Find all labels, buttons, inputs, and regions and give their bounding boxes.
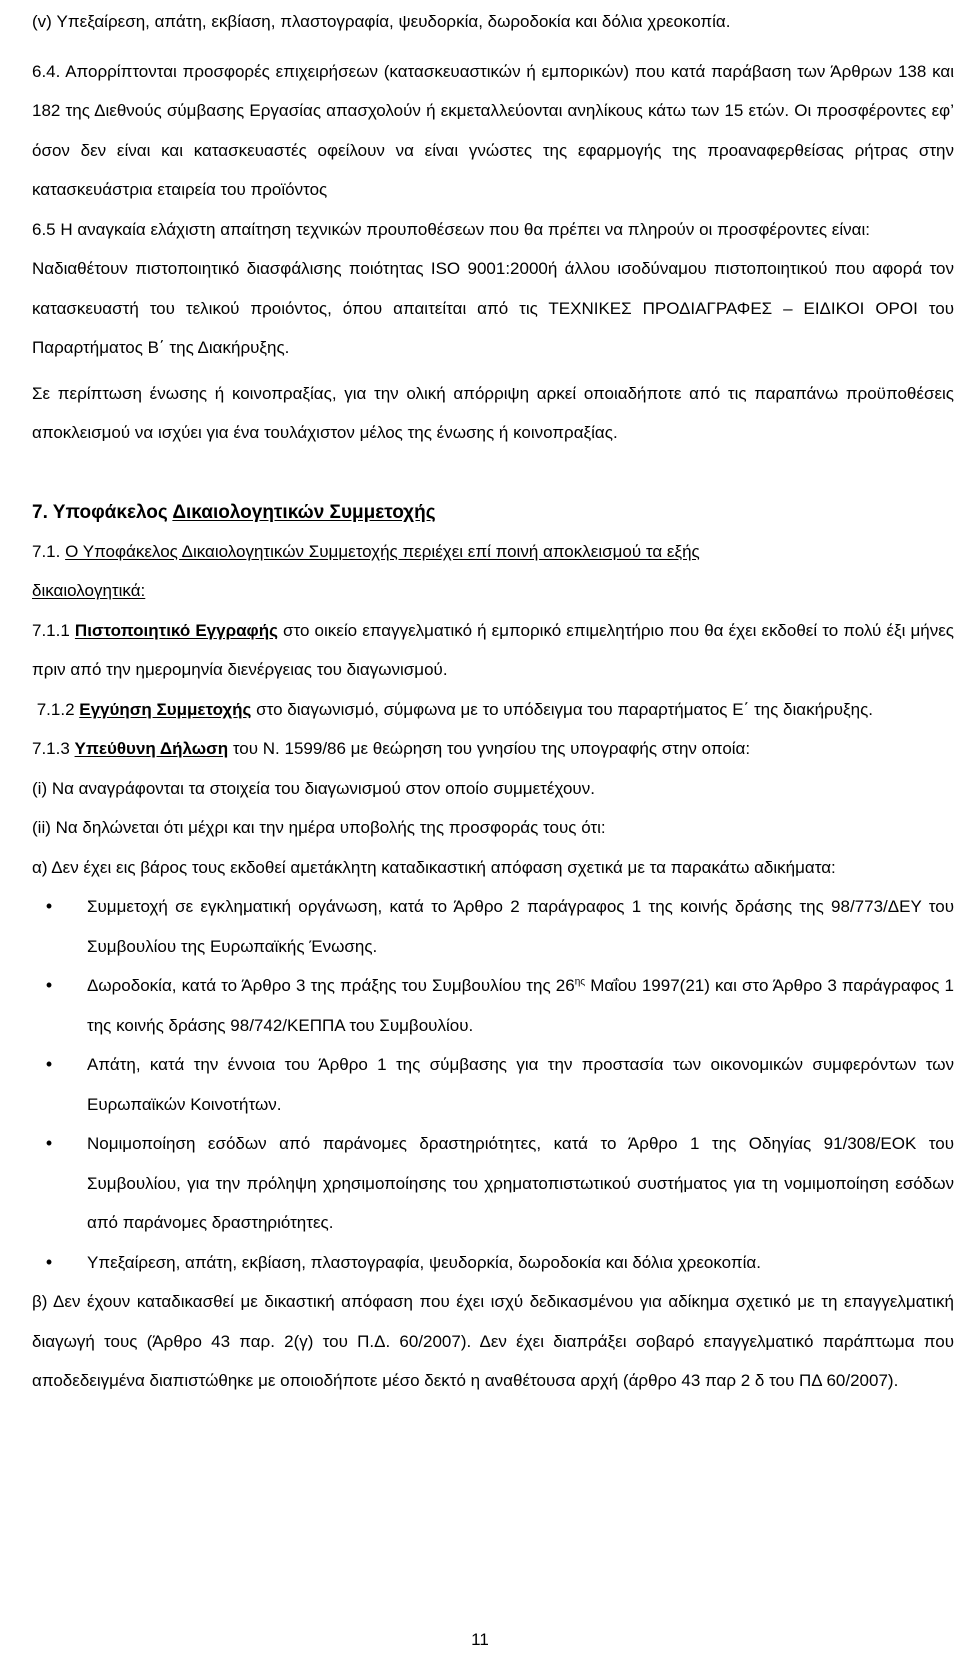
bullet-text: Νομιμοποίηση εσόδων από παράνομες δραστηριότητες, κατά το Άρθρο 1 της Οδηγίας 91/308/ΕΟΚ του Συμβουλίου, για την πρόληψη χρησιμοποίησης του χρηματοπιστωτικού συστήματος για τη νομιμοποίηση εσόδων από παράνομες δραστηριότητες. [87, 1134, 954, 1232]
list-item [32, 1124, 954, 1243]
section-7-heading-underlined: Δικαιολογητικών Συμμετοχής [172, 501, 436, 523]
section-7-1-text: Ο Υποφάκελος Δικαιολογητικών Συμμετοχής περιέχει επί ποινή αποκλεισμού τα εξής δικαιολογητικά: [32, 541, 700, 600]
item-b: β) Δεν έχουν καταδικασθεί με δικαστική απόφαση που έχει ισχύ δεδικασμένου για αδίκημα σχετικό με τη επαγγελματική διαγωγή τους (Άρθρο 43 παρ. 2(γ) του Π.Δ. 60/2007). Δεν έχει διαπράξει σοβαρό επαγγελματικό παράπτωμα που αποδεδειγμένα διαπιστώθηκε με οποιοδήποτε μέσο δεκτό η αναθέτουσα αρχή (άρθρο 43 παρ 2 δ του ΠΔ 60/2007). [32, 1292, 954, 1390]
section-7-1-2-bold: Εγγύηση Συμμετοχής [79, 699, 252, 719]
paragraph-6-5: Ναδιαθέτουν πιστοποιητικό διασφάλισης ποιότητας ISO 9001:2000ή άλλου ισοδύναμου πιστοποιητικού που αφορά τον κατασκευαστή του τελικού προιόντος, όπου απαιτείται από τις ΤΕΧΝΙΚΕΣ ΠΡΟΔΙΑΓΡΑΦΕΣ – ΕΙΔΙΚΟΙ ΟΡΟΙ του Παραρτήματος Β΄ της Διακήρυξης. [32, 259, 954, 357]
section-7-1-1-text: στο οικείο επαγγελματικό ή εμπορικό επιμελητήριο που θα έχει εκδοθεί το πολύ έξι μήνες πριν από την ημερομηνία διενέργειας του διαγωνισμού. [32, 620, 954, 679]
bullet-text-part: Μαΐου 1997(21) και στο Άρθρο 3 παράγραφος 1 της κοινής δράσης 98/742/ΚΕΠΠΑ του Συμβουλίου. [87, 976, 954, 1035]
paragraph-union: Σε περίπτωση ένωσης ή κοινοπραξίας, για την ολική απόρριψη αρκεί οποιαδήποτε από τις παραπάνω προϋποθέσεις αποκλεισμού να ισχύει για ένα τουλάχιστον μέλος της ένωσης ή κοινοπραξίας. [32, 383, 954, 442]
section-7-1-3-bold: Υπεύθυνη Δήλωση [74, 739, 229, 758]
paragraph-6-4: 6.4. Απορρίπτονται προσφορές επιχειρήσεων (κατασκευαστικών ή εμπορικών) που κατά παράβαση των Άρθρων 138 και 182 της Διεθνούς σύμβασης Εργασίας απασχολούν ή εκμεταλλεύονται ανηλίκους κάτω των 15 ετών. Οι προσφέροντες εφ’ όσον δεν είναι και κατασκευαστές οφείλουν να είναι γνώστες της εφαρμογής της προαναφερθείσας ρήτρας στην κατασκευάστρια εταιρεία του προϊόντος [32, 61, 954, 199]
section-7-1 [32, 532, 752, 611]
section-7-1-2-number: 7.1.2 [32, 699, 80, 719]
section-7-1-2 [32, 690, 954, 730]
paragraph-6-5-first-line: 6.5 Η αναγκαία ελάχιστη απαίτηση τεχνικών προυποθέσεων που θα πρέπει να πληρούν οι προσφέροντες είναι: [32, 219, 870, 239]
bullet-text-part: Δωροδοκία, κατά το Άρθρο 3 της πράξης του Συμβουλίου της 26 [87, 976, 575, 995]
superscript: ης [574, 976, 586, 988]
bullet-icon: • [45, 1054, 53, 1074]
section-7-1-3 [32, 729, 954, 769]
section-7-heading [32, 493, 954, 532]
bullet-icon: • [45, 896, 53, 916]
item-i: (i) Να αναγράφονται τα στοιχεία του διαγωνισμού στον οποίο συμμετέχουν. [32, 778, 595, 798]
bullet-text: Απάτη, κατά την έννοια του Άρθρο 1 της σύμβασης για την προστασία των οικονομικών συμφερόντων των Ευρωπαϊκών Κοινοτήτων. [87, 1055, 954, 1114]
bullet-icon: • [45, 975, 53, 995]
bullet-icon: • [45, 1251, 53, 1272]
section-7-1-3-text: του Ν. 1599/86 με θεώρηση του γνησίου της υπογραφής στην οποία: [228, 739, 751, 758]
item-ii: (ii) Να δηλώνεται ότι μέχρι και την ημέρα υποβολής της προσφοράς τους ότι: [32, 818, 606, 837]
page-number: 11 [471, 1630, 489, 1649]
paragraph-v: (v) Υπεξαίρεση, απάτη, εκβίαση, πλαστογραφία, ψευδορκία, δωροδοκία και δόλια χρεοκοπία. [32, 12, 731, 31]
document-body [32, 2, 954, 1401]
section-7-1-3-number: 7.1.3 [32, 739, 75, 758]
list-item [32, 1243, 954, 1283]
section-7-1-number: 7.1. [32, 541, 66, 561]
bullet-text: Συμμετοχή σε εγκληματική οργάνωση, κατά το Άρθρο 2 παράγραφος 1 της κοινής δράσης της 98/773/ΔΕΥ του Συμβουλίου της Ευρωπαϊκής Ένωσης. [87, 897, 954, 956]
bullet-icon: • [45, 1133, 53, 1153]
item-a: α) Δεν έχει εις βάρος τους εκδοθεί αμετάκλητη καταδικαστική απόφαση σχετικά με τα παρακάτω αδικήματα: [32, 857, 836, 877]
bullet-text [87, 966, 954, 1045]
list-item [32, 1045, 954, 1124]
list-item [32, 887, 954, 966]
bullet-text: Υπεξαίρεση, απάτη, εκβίαση, πλαστογραφία, ψευδορκία, δωροδοκία και δόλια χρεοκοπία. [87, 1252, 761, 1272]
section-7-heading-prefix: 7. Υποφάκελος [32, 501, 173, 523]
section-7-1-1-bold: Πιστοποιητικό Εγγραφής [74, 620, 278, 640]
section-7-1-1-number: 7.1.1 [32, 620, 75, 640]
spacer [32, 453, 954, 493]
section-7-1-1 [32, 611, 954, 690]
section-7-1-2-text: στο διαγωνισμό, σύμφωνα με το υπόδειγμα του παραρτήματος Ε΄ της διακήρυξης. [251, 699, 874, 719]
spacer [32, 42, 954, 52]
offences-list [32, 887, 954, 1282]
list-item [32, 966, 954, 1045]
